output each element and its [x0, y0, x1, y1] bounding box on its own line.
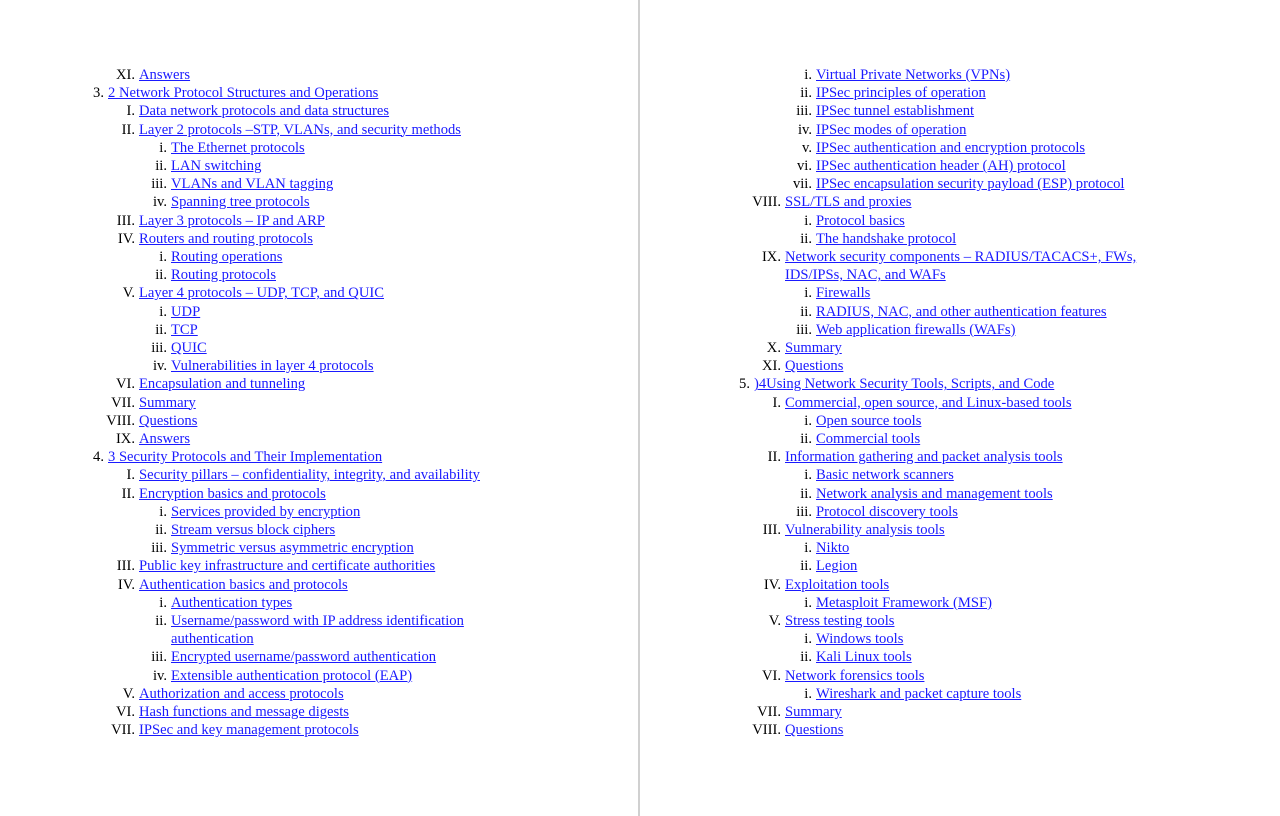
toc-entry	[0, 703, 1280, 721]
toc-entry-number: III.	[762, 522, 781, 538]
toc-entry-number: ii.	[155, 613, 167, 629]
toc-entry-link[interactable]: Username/password with IP address identification	[171, 613, 464, 629]
toc-entry-link[interactable]: Open source tools	[816, 412, 922, 429]
toc-entry-link[interactable]: IPSec principles of operation	[816, 85, 986, 102]
toc-entry-link[interactable]: SSL/TLS and proxies	[785, 194, 912, 211]
toc-entry	[0, 412, 1280, 430]
toc-entry-number: i.	[159, 503, 167, 520]
toc-entry	[0, 430, 1280, 448]
toc-entry-link[interactable]: QUIC	[171, 340, 207, 356]
toc-entry	[0, 466, 1280, 484]
toc-entry-link[interactable]: Authorization and access protocols	[139, 685, 344, 702]
toc-entry-number: iii.	[796, 321, 812, 338]
toc-entry-link[interactable]: 3 Security Protocols and Their Implementation	[108, 449, 383, 466]
toc-entry-link[interactable]: Wireshark and packet capture tools	[816, 685, 1022, 702]
toc-entry-link[interactable]: RADIUS, NAC, and other authentication features	[816, 303, 1107, 320]
toc-entry-number: i.	[804, 212, 812, 229]
toc-entry-number: V.	[768, 613, 781, 629]
toc-entry-link[interactable]: authentication	[171, 631, 254, 648]
toc-entry-link[interactable]: IPSec tunnel establishment	[816, 103, 975, 120]
toc-entry-number: XI.	[761, 358, 781, 375]
toc-entry-number: VIII.	[106, 412, 135, 429]
toc-entry-number: iii.	[796, 503, 812, 520]
toc-entry-link[interactable]: LAN switching	[171, 158, 262, 174]
toc-entry-link[interactable]: IPSec authentication and encryption protocols	[816, 139, 1086, 156]
toc-entry-link[interactable]: Virtual Private Networks (VPNs)	[816, 67, 1011, 83]
toc-entry	[0, 539, 1280, 557]
toc-entry	[0, 339, 1280, 357]
toc-entry	[0, 594, 1280, 612]
toc-entry-number: i.	[804, 467, 812, 484]
toc-entry-link[interactable]: IPSec encapsulation security payload (ESP) protocol	[816, 176, 1125, 193]
toc-entry	[0, 721, 1280, 739]
toc-entry-number: ii.	[800, 558, 812, 575]
toc-entry-link[interactable]: Routing operations	[171, 249, 283, 265]
toc-entry-link[interactable]: Basic network scanners	[816, 467, 954, 484]
toc-entry	[0, 248, 1280, 266]
toc-entry	[0, 448, 1280, 466]
toc-entry-number: i.	[804, 631, 812, 648]
toc-entry	[0, 357, 1280, 375]
toc-entry-number: VI.	[115, 376, 135, 393]
toc-entry-number: i.	[804, 685, 812, 702]
toc-entry-link[interactable]: Network analysis and management tools	[816, 485, 1053, 502]
toc-entry	[0, 321, 1280, 339]
toc-entry-number: III.	[116, 212, 135, 229]
toc-entry-number: II.	[121, 121, 135, 138]
toc-entry-number: iv.	[152, 194, 167, 211]
toc-entry-link[interactable]: Layer 4 protocols – UDP, TCP, and QUIC	[139, 285, 384, 302]
toc-entry-link[interactable]: 2 Network Protocol Structures and Operations	[108, 85, 379, 102]
toc-entry-link[interactable]: Security pillars – confidentiality, integrity, and availability	[139, 467, 480, 484]
toc-entry-number: VII.	[757, 704, 781, 720]
toc-entry-link[interactable]: Vulnerability analysis tools	[785, 522, 945, 538]
toc-entry-link[interactable]: Questions	[139, 412, 198, 429]
toc-entry-number: VII.	[111, 722, 135, 739]
toc-entry-number: II.	[767, 449, 781, 466]
toc-entry-link[interactable]: Questions	[785, 722, 844, 739]
toc-entry-number: iv.	[797, 121, 812, 138]
toc-entry-number: iii.	[151, 649, 167, 666]
toc-entry	[0, 284, 1280, 302]
toc-entry-number: ii.	[800, 85, 812, 102]
toc-entry-number: IV.	[763, 576, 781, 593]
toc-entry-link[interactable]: Answers	[139, 67, 191, 83]
toc-entry-link[interactable]: Authentication types	[171, 594, 293, 611]
toc-entry-link[interactable]: Hash functions and message digests	[139, 704, 349, 720]
toc-entry	[0, 521, 1280, 539]
toc-entry-number: vi.	[797, 158, 812, 174]
toc-entry	[0, 375, 1280, 393]
toc-entry-number: i.	[804, 594, 812, 611]
toc-entry-link[interactable]: UDP	[171, 303, 201, 320]
toc-entry-number: V.	[122, 285, 135, 302]
toc-entry-number: 4.	[93, 449, 104, 466]
toc-entry	[0, 212, 1280, 230]
toc-entry-link[interactable]: Encrypted username/password authentication	[171, 649, 437, 666]
toc-entry-number: ii.	[155, 321, 167, 338]
toc-entry-link[interactable]: Commercial, open source, and Linux-based tools	[785, 394, 1072, 411]
toc-entry-number: VIII.	[752, 194, 781, 211]
toc-entry-link[interactable]: Stream versus block ciphers	[171, 522, 336, 538]
toc-entry-link[interactable]: )4Using Network Security Tools, Scripts, and Code	[754, 376, 1055, 393]
toc-entry-number: i.	[804, 285, 812, 302]
toc-entry	[0, 84, 1280, 102]
toc-entry	[0, 630, 1280, 648]
toc-entry-number: VII.	[111, 394, 135, 411]
toc-entry-number: 3.	[93, 85, 104, 102]
toc-entry	[0, 266, 1280, 284]
toc-entry	[0, 121, 1280, 139]
toc-entry-number: I.	[772, 394, 781, 411]
toc-entry-number: ii.	[800, 431, 812, 447]
toc-entry-number: IV.	[117, 230, 135, 247]
toc-entry-number: I.	[126, 467, 135, 484]
toc-entry-number: ii.	[800, 485, 812, 502]
toc-entry-link[interactable]: The Ethernet protocols	[171, 139, 305, 156]
toc-entry-link[interactable]: Symmetric versus asymmetric encryption	[171, 540, 414, 557]
toc-entry-number: ii.	[155, 267, 167, 284]
toc-entry-link[interactable]: Metasploit Framework (MSF)	[816, 594, 992, 611]
toc-entry	[0, 485, 1280, 503]
toc-entry-number: III.	[116, 558, 135, 575]
toc-entry-number: i.	[804, 412, 812, 429]
toc-entry-link[interactable]: Commercial tools	[816, 431, 921, 447]
toc-entry	[0, 685, 1280, 703]
toc-entry-number: iii.	[151, 176, 167, 193]
toc-entry	[0, 157, 1280, 175]
toc-entry	[0, 139, 1280, 157]
toc-entry-link[interactable]: Legion	[816, 558, 858, 575]
toc-entry	[0, 667, 1280, 685]
toc-entry-link[interactable]: Layer 3 protocols – IP and ARP	[139, 212, 325, 229]
toc-entry-link[interactable]: Firewalls	[816, 285, 871, 302]
toc-entry-link[interactable]: Summary	[785, 340, 842, 356]
toc-entry-number: IX.	[115, 431, 135, 447]
toc-entry-link[interactable]: The handshake protocol	[816, 230, 957, 247]
toc-entry-link[interactable]: Information gathering and packet analysis tools	[785, 449, 1063, 466]
toc-entry-link[interactable]: IPSec and key management protocols	[139, 722, 359, 739]
toc-entry-link[interactable]: Answers	[139, 431, 191, 447]
toc-entry-number: v.	[802, 139, 812, 156]
toc-entry	[0, 648, 1280, 666]
toc-entry	[0, 66, 1280, 84]
toc-entry-number: iii.	[796, 103, 812, 120]
toc-entry-link[interactable]: Nikto	[816, 540, 850, 557]
toc-entry-number: i.	[804, 540, 812, 557]
toc-entry-number: IX.	[761, 249, 781, 265]
toc-entry-number: ii.	[155, 522, 167, 538]
toc-entry-number: i.	[159, 139, 167, 156]
toc-entry	[0, 576, 1280, 594]
toc-entry-number: VIII.	[752, 722, 781, 739]
toc-entry-link[interactable]: Exploitation tools	[785, 576, 890, 593]
toc-entry-number: ii.	[800, 303, 812, 320]
toc-entry-link[interactable]: Protocol discovery tools	[816, 503, 958, 520]
toc-entry-link[interactable]: Network forensics tools	[785, 667, 925, 684]
toc-entry	[0, 503, 1280, 521]
toc-entry-link[interactable]: Protocol basics	[816, 212, 905, 229]
toc-entry-link[interactable]: Routing protocols	[171, 267, 276, 284]
toc-entry-number: V.	[122, 685, 135, 702]
toc-entry	[0, 394, 1280, 412]
toc-entry-number: 5.	[739, 376, 750, 393]
toc-entry	[0, 102, 1280, 120]
toc-entry	[0, 612, 1280, 630]
toc-entry-link[interactable]: Vulnerabilities in layer 4 protocols	[171, 358, 374, 375]
toc-entry-number: i.	[159, 249, 167, 265]
toc-entry-link[interactable]: IPSec authentication header (AH) protocol	[816, 158, 1066, 174]
toc-entry-number: i.	[804, 67, 812, 83]
toc-entry-number: vii.	[792, 176, 812, 193]
toc-entry-number: iv.	[152, 667, 167, 684]
toc-entry-number: iv.	[152, 358, 167, 375]
toc-entry-link[interactable]: Summary	[139, 394, 196, 411]
toc-entry-number: ii.	[800, 649, 812, 666]
toc-entry-link[interactable]: Questions	[785, 358, 844, 375]
toc-entry	[0, 230, 1280, 248]
toc-entry-number: i.	[159, 303, 167, 320]
toc-entry-link[interactable]: Stress testing tools	[785, 613, 895, 629]
toc-entry-number: I.	[126, 103, 135, 120]
toc-entry-link[interactable]: TCP	[171, 321, 198, 338]
toc-entry-link[interactable]: Authentication basics and protocols	[139, 576, 348, 593]
toc-entry	[0, 175, 1280, 193]
toc-entry-number: VI.	[115, 704, 135, 720]
toc-entry-number: IV.	[117, 576, 135, 593]
toc-entry-link[interactable]: Windows tools	[816, 631, 904, 648]
toc-entry-link[interactable]: Web application firewalls (WAFs)	[816, 321, 1016, 338]
toc-entry-number: i.	[159, 594, 167, 611]
toc-entry-link[interactable]: VLANs and VLAN tagging	[171, 176, 334, 193]
toc-entry-link[interactable]: Routers and routing protocols	[139, 230, 313, 247]
toc-entry-number: II.	[121, 485, 135, 502]
toc-entry-link[interactable]: Network security components – RADIUS/TACACS+, FWs,	[785, 249, 1137, 265]
toc-entry-link[interactable]: Encapsulation and tunneling	[139, 376, 306, 393]
toc-entry-link[interactable]: Layer 2 protocols –STP, VLANs, and security methods	[139, 121, 461, 138]
toc-entry-link[interactable]: Spanning tree protocols	[171, 194, 310, 211]
toc-entry-link[interactable]: IDS/IPSs, NAC, and WAFs	[785, 267, 946, 284]
toc-entry-link[interactable]: Data network protocols and data structures	[139, 103, 390, 120]
toc-entry-link[interactable]: Summary	[785, 704, 842, 720]
toc-entry-number: VI.	[761, 667, 781, 684]
toc-entry	[0, 557, 1280, 575]
toc-entry-number: iii.	[151, 340, 167, 356]
toc-entry-number: XI.	[115, 67, 135, 83]
toc-entry-link[interactable]: Services provided by encryption	[171, 503, 361, 520]
toc-entry-link[interactable]: IPSec modes of operation	[816, 121, 967, 138]
toc-entry-number: iii.	[151, 540, 167, 557]
toc-entry-number: ii.	[800, 230, 812, 247]
toc-entry-number: ii.	[155, 158, 167, 174]
toc-entry	[0, 193, 1280, 211]
toc-entry-link[interactable]: Kali Linux tools	[816, 649, 912, 666]
toc-entry-number: X.	[766, 340, 781, 356]
toc-entry-link[interactable]: Extensible authentication protocol (EAP)	[171, 667, 413, 684]
toc-entry-link[interactable]: Public key infrastructure and certificate authorities	[139, 558, 436, 575]
toc-entry-link[interactable]: Encryption basics and protocols	[139, 485, 326, 502]
toc-entry	[0, 303, 1280, 321]
